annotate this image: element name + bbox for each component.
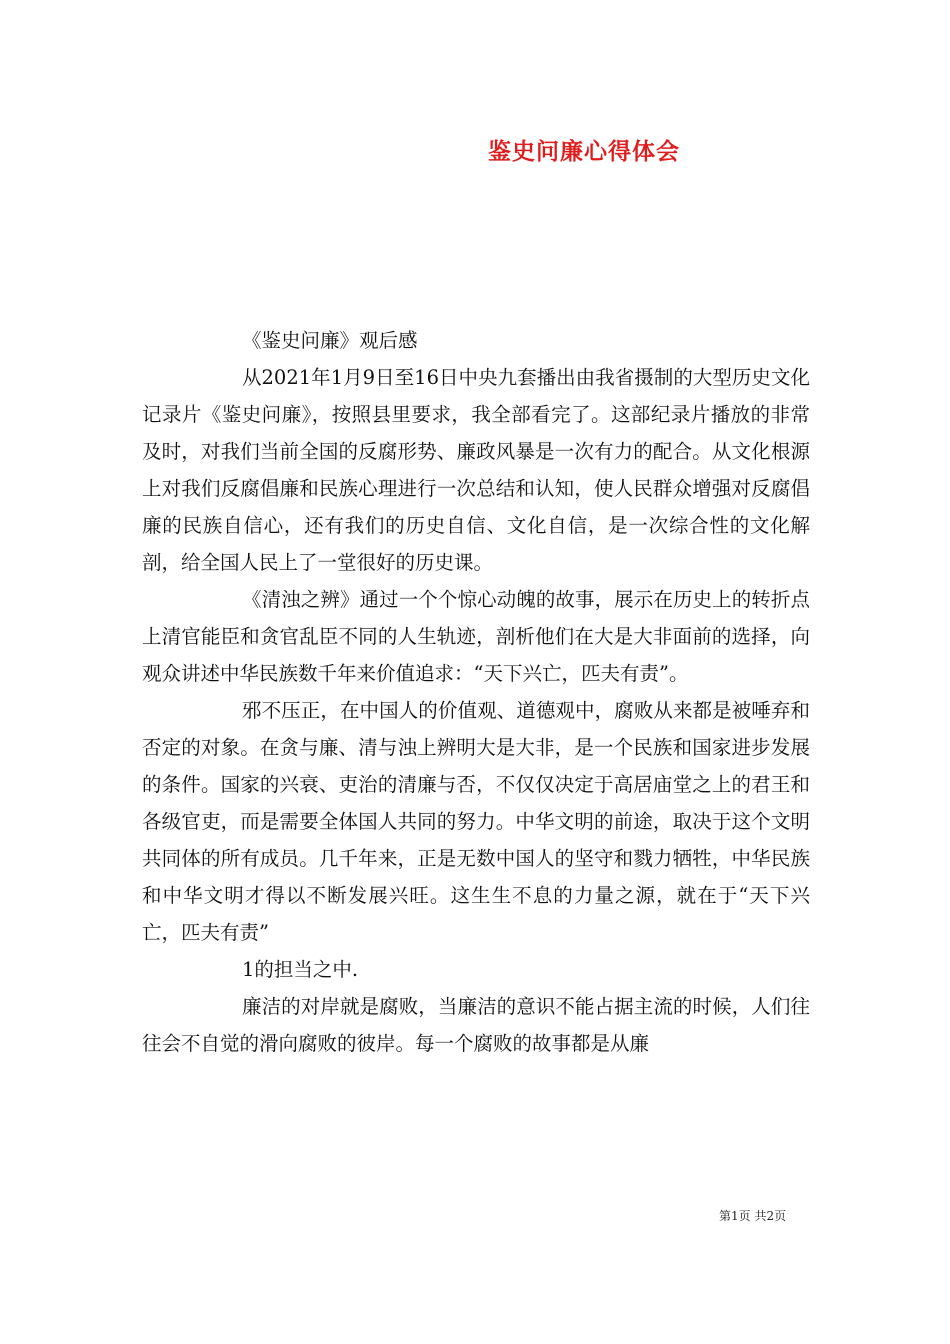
article-body	[142, 322, 810, 1062]
paragraph: 邪不压正，在中国人的价值观、道德观中，腐败从来都是被唾弃和否定的对象。在贪与廉、清与浊上辨明大是大非，是一个民族和国家进步发展的条件。国家的兴衰、吏治的清廉与否，不仅仅决定于高居庙堂之上的君王和各级官吏，而是需要全体国人共同的努力。中华文明的前途，取决于这个文明共同体的所有成员。几千年来，正是无数中国人的坚守和戮力牺牲，中华民族和中华文明才得以不断发展兴旺。这生生不息的力量之源，就在于“天下兴亡，匹夫有责”	[142, 699, 810, 944]
page-break-note: 1的担当之中.	[242, 958, 359, 981]
paragraph: 《清浊之辨》通过一个个惊心动魄的故事，展示在历史上的转折点上清官能臣和贪官乱臣不同的人生轨迹，剖析他们在大是大非面前的选择，向观众讲述中华民族数千年来价值追求：“天下兴亡，匹夫有责”。	[142, 588, 810, 685]
paragraph: 廉洁的对岸就是腐败，当廉洁的意识不能占据主流的时候，人们往往会不自觉的滑向腐败的彼岸。每一个腐败的故事都是从廉	[142, 995, 810, 1055]
paragraph: 从2021年1月9日至16日中央九套播出由我省摄制的大型历史文化记录片《鉴史问廉》，按照县里要求，我全部看完了。这部纪录片播放的非常及时，对我们当前全国的反腐形势、廉政风暴是一次有力的配合。从文化根源上对我们反腐倡廉和民族心理进行一次总结和认知，使人民群众增强对反腐倡廉的民族自信心，还有我们的历史自信、文化自信，是一次综合性的文化解剖，给全国人民上了一堂很好的历史课。	[142, 366, 810, 574]
document-title: 鉴史问廉心得体会	[488, 138, 680, 165]
document-subtitle: 《鉴史问廉》观后感	[242, 329, 418, 352]
page-number: 第1页 共2页	[719, 1209, 787, 1223]
